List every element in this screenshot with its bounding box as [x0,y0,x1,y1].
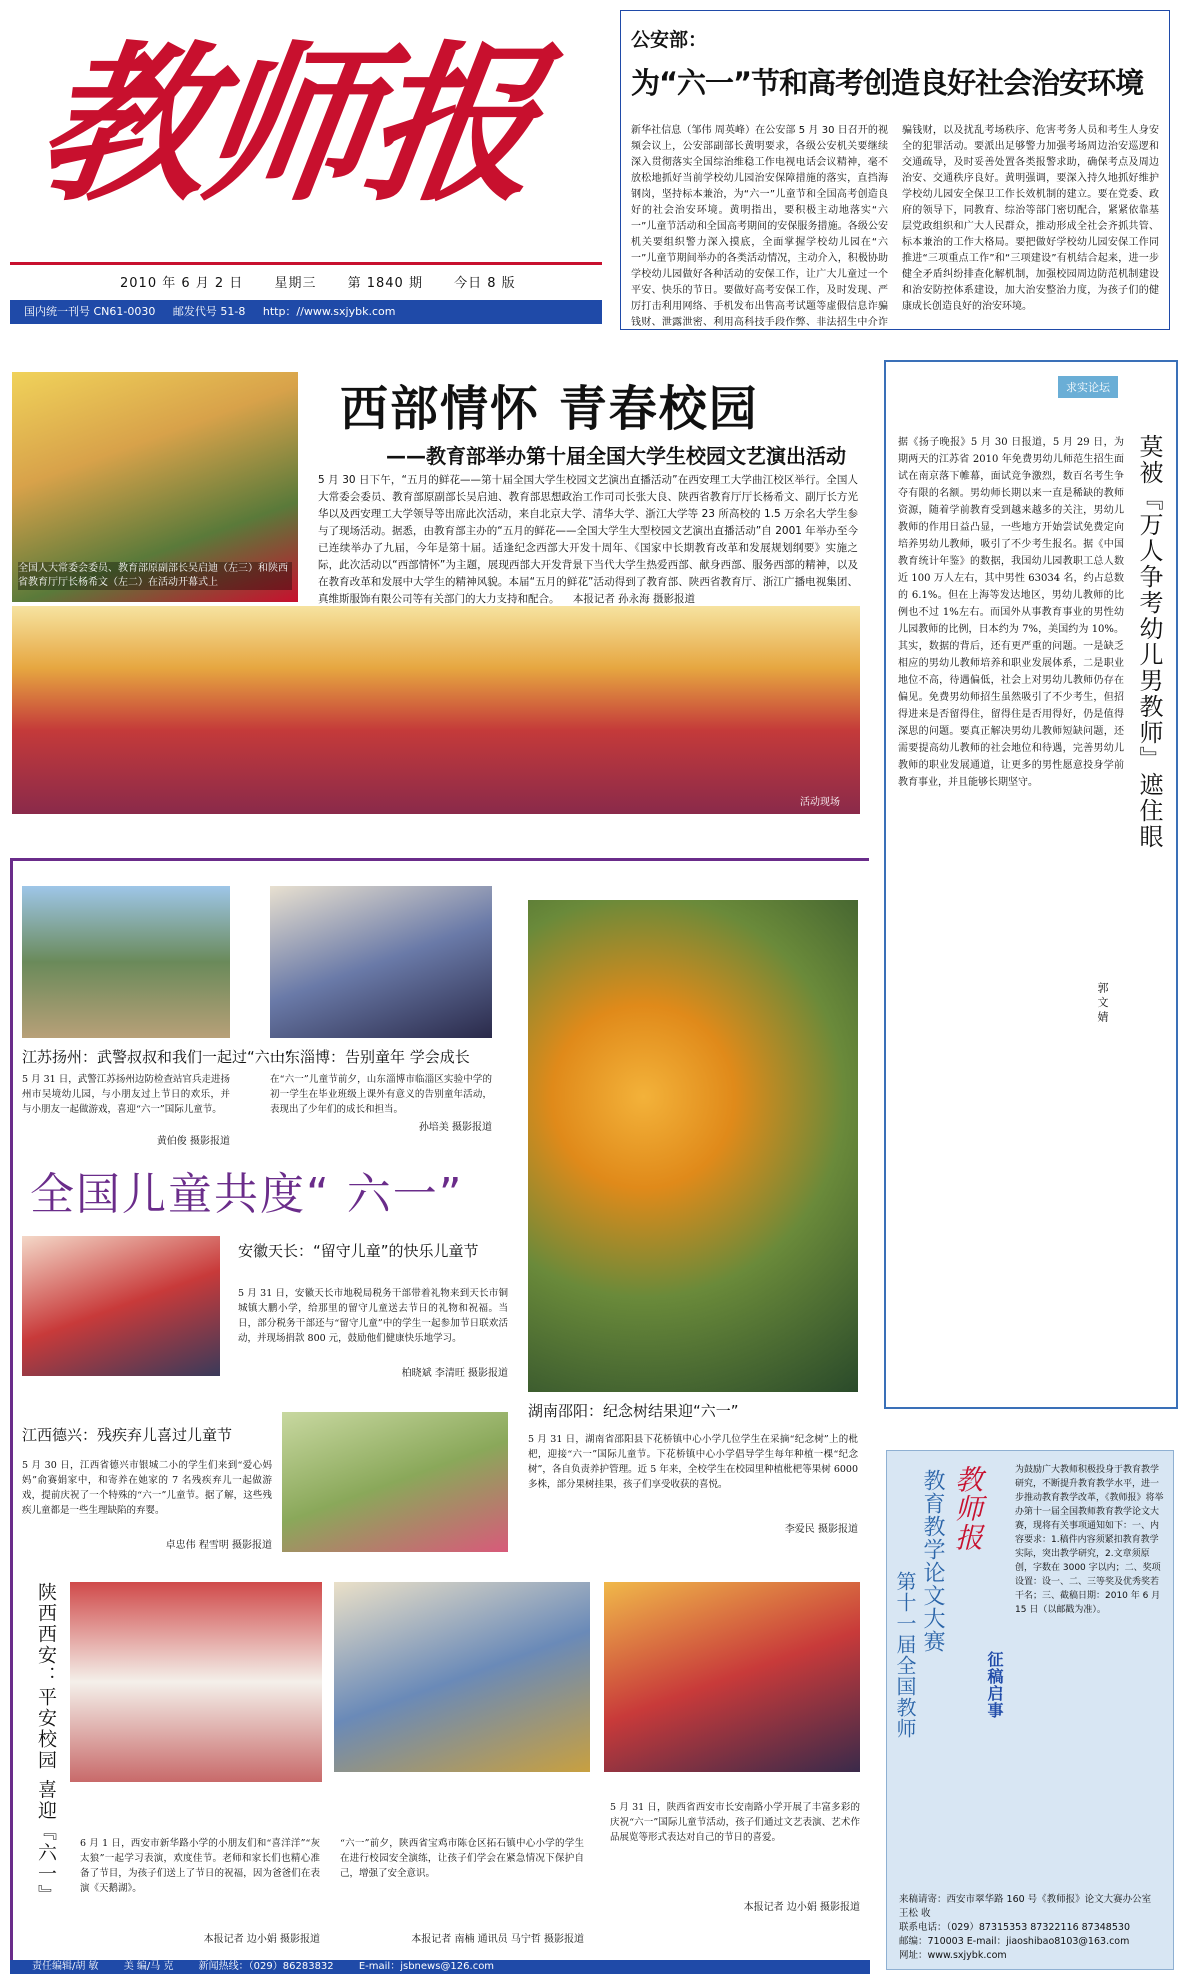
footer-email[interactable]: E-mail：jsbnews@126.com [358,1961,495,1972]
zibo-body: 在“六一”儿童节前夕，山东淄博市临淄区实验中学的初一学生在毕业班级上课外有意义的告别童年活动，表现出了少年们的成长和担当。 [270,1074,492,1115]
dexing-headline: 江西德兴：残疾弃儿喜过儿童节 [22,1426,233,1444]
tianchang-headline: 安徽天长：“留守儿童”的快乐儿童节 [238,1242,479,1260]
website-link[interactable]: http：//www.sxjybk.com [262,305,396,318]
xian-photo-1 [70,1582,322,1782]
shaoyang-body: 5 月 31 日，湖南省邵阳县下花桥镇中心小学几位学生在采摘“纪念树”上的枇杷，迎接“六一”国际儿童节。下花桥镇中心小学倡导学生每年种植一棵“纪念树”，各自负责养护管理。近 5 年来，全校学生在校园里种植枇杷等果树 6000 多株，部分果树挂果，孩子们享受收获的喜悦。 [528,1434,858,1490]
issue-number: 第 1840 期 [347,276,423,291]
top-story [620,10,1170,330]
editorial-tag: 求实论坛 [1058,376,1118,398]
ad-rules: 为鼓励广大教师积极投身于教育教学研究，不断提升教育教学水平，进一步推动教育教学改革，《教师报》将举办第十一届全国教师教育教学论文大赛，现将有关事项通知如下：一、内容要求：1.稿件内容须紧扣教育教学实际，突出教学研究，2.文章须原创，字数在 3000 字以内；二、奖项设置：设一、二、三等奖及优秀奖若干名；三、截稿日期：2010 年 6 月 15 日（以邮戳为准）。 [1015,1465,1164,1615]
yangzhou-photo [22,886,230,1038]
shaoyang-photo [528,900,858,1392]
yangzhou-headline: 江苏扬州：武警叔叔和我们一起过“六一” [22,1048,293,1066]
issue-pages: 今日 8 版 [454,276,516,291]
zibo-photo [270,886,492,1038]
xian-credit-2: 本报记者 南楠 通讯员 马宁哲 摄影报道 [411,1934,584,1945]
footer-editor: 责任编辑/胡 敏 [32,1961,99,1972]
masthead-logo [25,25,580,240]
xian-vertical-title: 陕西西安：平安校园 喜迎『六一』 [35,1582,57,1906]
shaoyang-headline: 湖南邵阳：纪念树结果迎“六一” [528,1402,739,1420]
editorial-author: 郭 文 婧 [1096,982,1109,1022]
xian-body-3: 5 月 31 日，陕西省西安市长安南路小学开展了丰富多彩的庆祝“六一”国际儿童节活动，孩子们通过文艺表演、艺术作品展览等形式表达对自己的节日的喜爱。 [610,1802,860,1843]
top-story-body: 新华社信息（邹伟 周英峰）在公安部 5 月 30 日召开的视频会议上，公安部副部长黄明要求，各级公安机关要继续深入贯彻落实全国综治维稳工作电视电话会议精神，毫不放松地抓好当前学校幼儿园治安保障措施的落实，直挡海钢岗，坚持标本兼治，为“六一”儿童节和全国高考创造良好的社会治安环境。黄明指出，要积极主动地落实“六一”儿童节活动和全国高考期间的安保服务措施。各级公安机关要组织警力深入摸底，全面掌握学校幼儿园在“六一”儿童节期间举办的各类活动情况，主动介入，积极协助学校幼儿园做好各种活动的安保工作，让广大儿童过一个平安、快乐的节日。要做好高考安保工作，及时发现、严厉打击利用网络、手机发布出售高考试题等虚假信息诈骗钱财、泄露泄密、利用高科技手段作弊、非法招生中介诈骗钱财，以及扰乱考场秩序、危害考务人员和考生人身安全的犯罪活动。要派出足够警力加强考场周边治安巡逻和交通疏导，及时妥善处置各类报警求助，确保考点及周边治安、交通秩序良好。黄明强调，要深入持久地抓好维护学校幼儿园安全保卫工作长效机制的建立。要在党委、政府的领导下，同教育、综治等部门密切配合，紧紧依靠基层党政组织和广大人民群众，推动形成全社会齐抓共管、标本兼治的工作大格局。要把做好学校幼儿园安保工作同推进“三项重点工作”和“三项建设”有机结合起来，进一步健全矛盾纠纷排查化解机制，加强校园周边防范机制建设和治安防控体系建设，加大治安整治力度，为孩子们的健康成长创造良好的治安环境。 [631,125,1159,328]
feature-text: 5 月 30 日下午，“五月的鲜花——第十届全国大学生校园文艺演出直播活动”在西安理工大学曲江校区举行。全国人大常委会委员、教育部原副部长吴启迪、教育部思想政治工作司司长张大良、陕西省教育厅厅长杨希文、副厅长方光华以及西安理工大学领导等出席此次活动，来自北京大学、清华大学、浙江大学等 23 所高校的 1.5 万余名大学生参与了现场活动。据悉，由教育部主办的“五月的鲜花——全国大学生大型校园文艺演出直播活动”自 2001 年举办至今已连续举办了九届，今年是第十届。适逢纪念西部大开发十周年、《国家中长期教育改革和发展规划纲要》实施之际，此次活动以“西部情怀”为主题，展现西部大开发背景下当代大学生热爱西部、献身西部、服务西部的精神，以及在教育改革和发展中大学生的精神风貌。本届“五月的鲜花”活动得到了教育部、陕西省教育厅、浙江广播电视集团、真维斯服饰有限公司等有关部门的大力支持和配合。 [318,474,858,605]
top-story-headline: 为“六一”节和高考创造良好社会治安环境 [631,66,1144,100]
editorial-column [884,360,1178,1409]
editorial-body: 据《扬子晚报》5 月 30 日报道，5 月 29 日，为期两天的江苏省 2010 年免费男幼儿师范生招生面试在南京落下帷幕，面试竞争激烈，数百名考生争夺有限的名额。男幼师长期以来一直是稀缺的教师资源，随着学前教育受到越来越多的关注，男幼儿教师的作用日益凸显，一些地方开始尝试免费定向培养男幼儿教师，吸引了不少考生报名。据《中国教育统计年鉴》的数据，我国幼儿园教职工总人数近 100 万人左右，其中男性 63034 名，约占总数的 6.1%。但在上海等发达地区，男幼儿教师的比例也不过 1%左右。而国外从事教育事业的男性幼儿园教师的比例，日本约为 7%，美国约为 10%。其实，数据的背后，还有更严重的问题。一是缺乏相应的男幼儿教师培养和职业发展体系，二是职业地位不高，待遇偏低，社会上对男幼儿教师仍存在偏见。免费男幼师招生虽然吸引了不少考生，但招得进来是否留得住，留得住是否用得好，仍是值得深思的问题。要真正解决男幼儿教师短缺问题，还需要提高幼儿教师的社会地位和待遇，完善男幼儿教师的职业发展通道，让更多的男性愿意投身学前教育事业，并且能够长期坚守。 [898,437,1124,788]
xian-body-1: 6 月 1 日，西安市新华路小学的小朋友们和“喜洋洋”“灰太狼”一起学习表演，欢度佳节。老师和家长们也精心准备了节目，为孩子们送上了节日的祝福，因为爸爸们在表演《天鹅湖》。 [80,1838,320,1894]
essay-contest-ad [886,1450,1174,1970]
tianchang-photo [22,1236,220,1376]
top-story-kicker: 公安部： [631,29,708,51]
xian-photo-2 [334,1582,590,1772]
cn-number: 国内统一刊号 CN61-0030 [24,305,156,318]
zibo-headline: 山东淄博：告别童年 学会成长 [270,1048,470,1066]
issue-weekday: 星期三 [274,276,317,291]
masthead-info-bar [10,300,602,324]
childrens-day-title: 全国儿童共度“ 六一” [30,1169,464,1220]
masthead-title: 教师报 [25,25,547,225]
yangzhou-credit: 黄伯俊 摄影报道 [156,1136,230,1147]
tianchang-body: 5 月 31 日，安徽天长市地税局税务干部带着礼物来到天长市铜城镇大鹏小学，给那里的留守儿童送去节日的礼物和祝福。当日，部分税务干部还与“留守儿童”中的学生一起参加节日联欢活动，并现场捐款 800 元，鼓励他们健康快乐地学习。 [238,1288,508,1344]
issue-date: 2010 年 6 月 2 日 [120,276,244,291]
feature-byline: 本报记者 孙永海 摄影报道 [572,593,696,605]
editorial-title: 莫被『万人争考幼儿男教师』遮住眼 [1135,434,1163,850]
feature-body [318,472,858,608]
dexing-credit: 卓忠伟 程雪明 摄影报道 [165,1540,272,1551]
feature-photo-caption: 全国人大常委会委员、教育部原副部长吴启迪（左三）和陕西省教育厅厅长杨希文（左二）在活动开幕式上 [18,562,292,590]
footer-bar [10,1960,870,1974]
dateline [120,272,542,291]
footer-designer: 美 编/马 克 [123,1961,174,1972]
feature-photo-stage-caption: 活动现场 [800,797,840,808]
masthead-rule [10,262,602,265]
footer-hotline: 新闻热线：（029）86283832 [198,1961,334,1972]
ad-session: 第十一届全国教师 [893,1571,917,1739]
shaoyang-credit: 李爱民 摄影报道 [784,1524,858,1535]
tianchang-credit: 柏晓斌 李清旺 摄影报道 [401,1368,508,1379]
feature-photo-stage [12,606,860,814]
dexing-photo [282,1412,508,1552]
yangzhou-body: 5 月 31 日，武警江苏扬州边防检查站官兵走进扬州市吴境幼儿园，与小朋友过上节日的欢乐，并与小朋友一起做游戏，喜迎“六一”国际儿童节。 [22,1074,230,1115]
ad-title: 教育教学论文大赛 [920,1469,945,1653]
ad-contact: 来稿请寄：西安市翠华路 160 号《教师报》论文大赛办公室 王松 收 联系电话：（029）87315353 87322116 87348530 邮编：710003 E-mail：jiaoshibao8103@163.com 网址：www.sxjybk.com [899,1894,1152,1961]
postal-code: 邮发代号 51-8 [172,305,246,318]
ad-notice: 征稿启事 [985,1651,1004,1719]
feature-headline: 西部情怀 青春校园 [340,381,759,437]
xian-credit-1: 本报记者 边小娟 摄影报道 [203,1934,320,1945]
feature-photo-officials [12,372,298,602]
feature-subheadline: ——教育部举办第十届全国大学生校园文艺演出活动 [386,444,846,468]
xian-photo-3 [604,1582,860,1772]
zibo-credit: 孙培美 摄影报道 [418,1122,492,1133]
xian-body-2: “六一”前夕，陕西省宝鸡市陈仓区拓石镇中心小学的学生在进行校园安全演练，让孩子们学会在紧急情况下保护自己，增强了安全意识。 [340,1838,584,1879]
ad-brand: 教师报 [951,1465,984,1552]
dexing-body: 5 月 30 日，江西省德兴市银城二小的学生们来到“爱心妈妈”俞赛娟家中，和寄养在她家的 7 名残疾弃儿一起做游戏，提前庆祝了一个特殊的“六一”儿童节。据了解，这些残疾儿童都是一些生理缺陷的弃婴。 [22,1460,272,1516]
xian-credit-3: 本报记者 边小娟 摄影报道 [743,1902,860,1913]
